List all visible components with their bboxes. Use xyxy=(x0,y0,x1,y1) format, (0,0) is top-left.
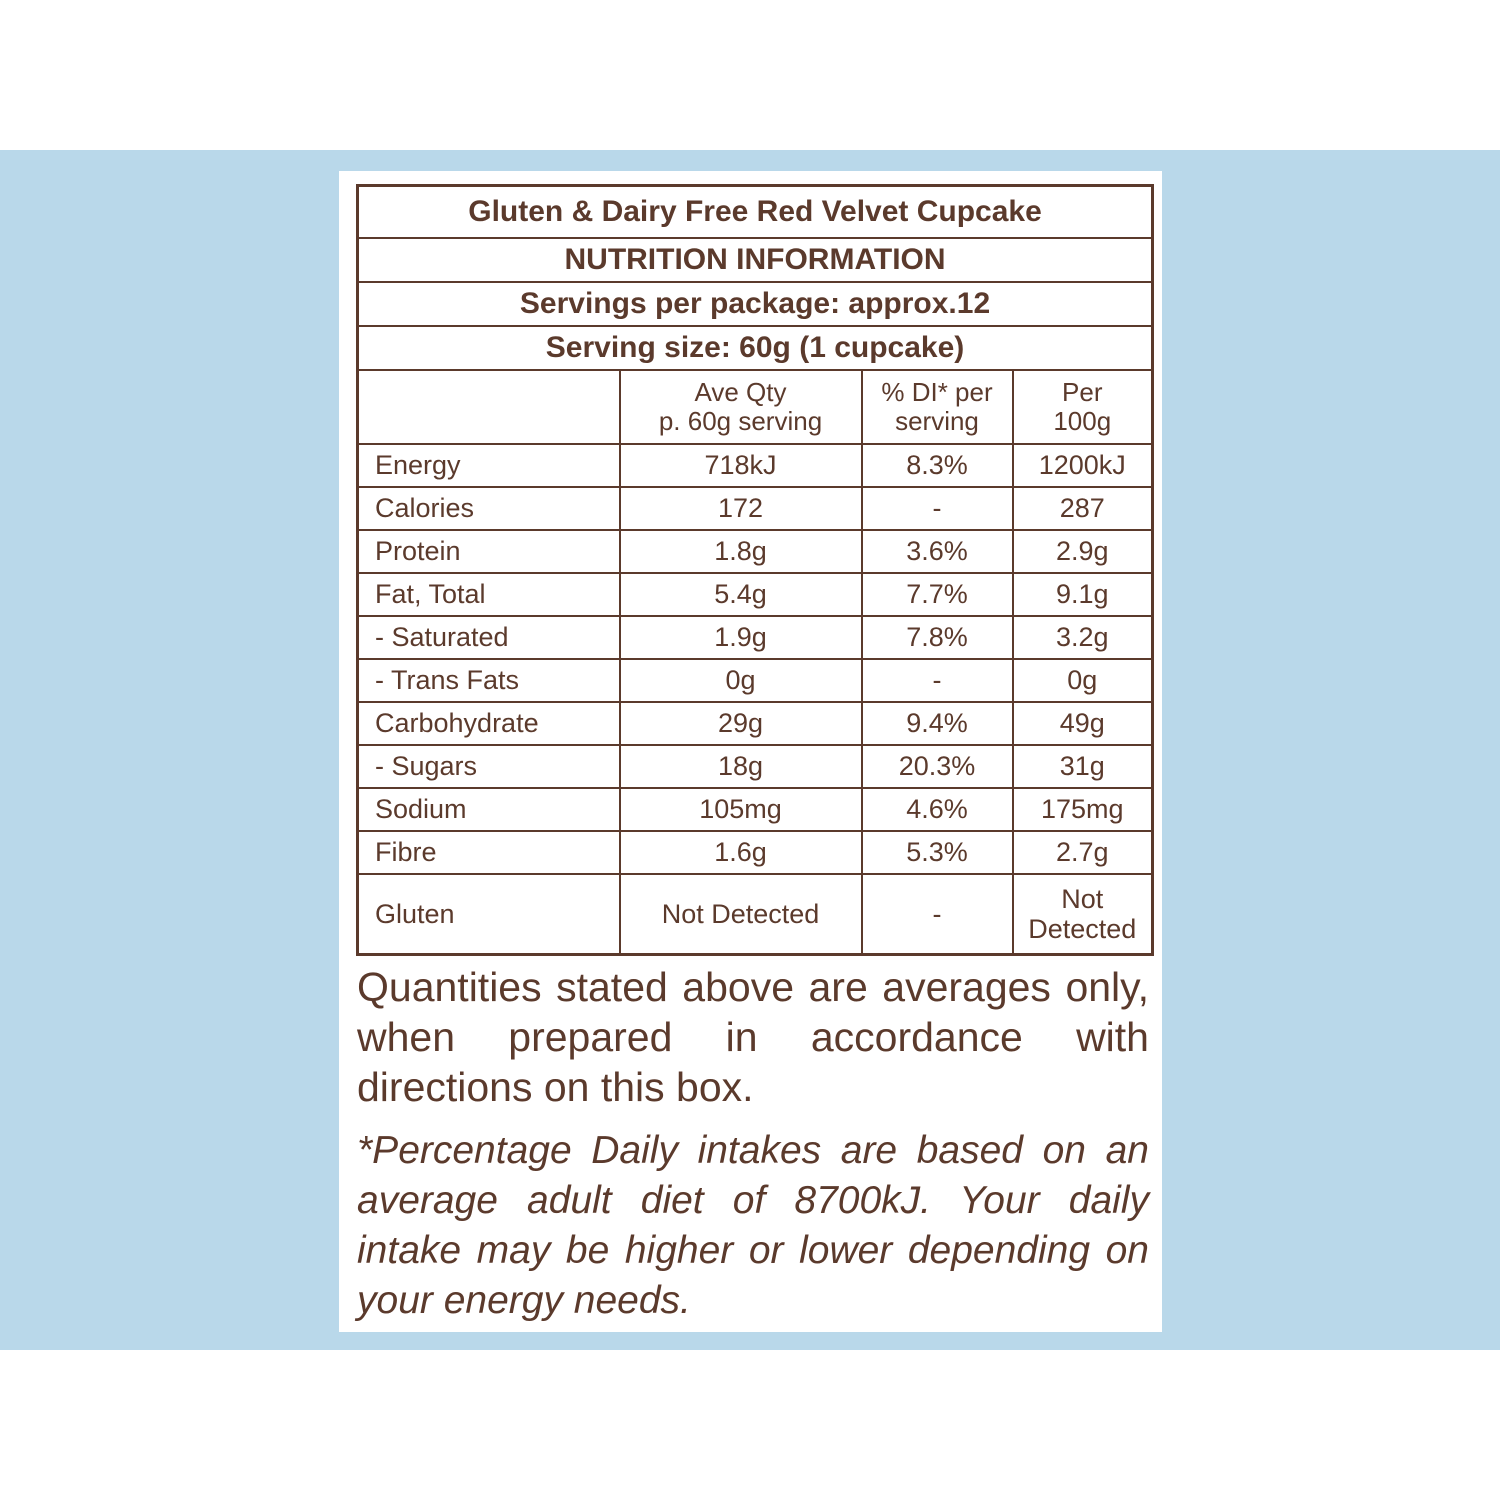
di-line2: serving xyxy=(895,406,979,436)
per-100g-value: 49g xyxy=(1013,702,1153,745)
di-value: 3.6% xyxy=(862,530,1013,573)
nutrient-name: Fibre xyxy=(358,831,620,874)
column-header-ave-qty xyxy=(620,370,862,444)
table-row xyxy=(358,702,1153,745)
per-100g-value: 2.9g xyxy=(1013,530,1153,573)
heading-row xyxy=(358,238,1153,282)
table-row xyxy=(358,659,1153,702)
per100-line2: 100g xyxy=(1053,406,1112,436)
product-title: Gluten & Dairy Free Red Velvet Cupcake xyxy=(358,186,1153,239)
per-100g-value: 1200kJ xyxy=(1013,444,1153,487)
nutrient-name: Calories xyxy=(358,487,620,530)
di-value: - xyxy=(862,659,1013,702)
column-header-nutrient xyxy=(358,370,620,444)
nutrient-name: Protein xyxy=(358,530,620,573)
nutrient-name: - Saturated xyxy=(358,616,620,659)
table-row xyxy=(358,573,1153,616)
di-line1: % DI* per xyxy=(881,377,993,408)
ave-qty-line1: Ave Qty xyxy=(694,377,787,408)
table-row xyxy=(358,616,1153,659)
ave-qty-value: 105mg xyxy=(620,788,862,831)
per100-line1: Per xyxy=(1062,377,1103,408)
table-row xyxy=(358,745,1153,788)
di-value: 7.7% xyxy=(862,573,1013,616)
nutrient-name: Gluten xyxy=(358,874,620,955)
title-row xyxy=(358,186,1153,239)
ave-qty-value: 718kJ xyxy=(620,444,862,487)
per-100g-line2: Detected xyxy=(1028,914,1137,944)
di-value: 4.6% xyxy=(862,788,1013,831)
ave-qty-value: 5.4g xyxy=(620,573,862,616)
nutrient-name: Sodium xyxy=(358,788,620,831)
di-value: 9.4% xyxy=(862,702,1013,745)
per-100g-value: 0g xyxy=(1013,659,1153,702)
serving-size-row xyxy=(358,326,1153,370)
table-row xyxy=(358,874,1153,955)
nutrient-name: Fat, Total xyxy=(358,573,620,616)
ave-qty-value: 29g xyxy=(620,702,862,745)
ave-qty-value: 1.9g xyxy=(620,616,862,659)
table-row xyxy=(358,788,1153,831)
ave-qty-value: 1.8g xyxy=(620,530,862,573)
column-header-per-100g xyxy=(1013,370,1153,444)
table-row xyxy=(358,831,1153,874)
table-row xyxy=(358,487,1153,530)
per-100g-value: 9.1g xyxy=(1013,573,1153,616)
di-value: 8.3% xyxy=(862,444,1013,487)
di-value: 20.3% xyxy=(862,745,1013,788)
column-header-di xyxy=(862,370,1013,444)
per-100g-value xyxy=(1013,874,1153,955)
servings-row xyxy=(358,282,1153,326)
ave-qty-line2: p. 60g serving xyxy=(658,406,823,436)
nutrient-name: Carbohydrate xyxy=(358,702,620,745)
nutrient-name: - Sugars xyxy=(358,745,620,788)
per-100g-value: 3.2g xyxy=(1013,616,1153,659)
nutrition-table xyxy=(356,184,1154,956)
di-value: - xyxy=(862,487,1013,530)
nutrition-heading: NUTRITION INFORMATION xyxy=(358,238,1153,282)
ave-qty-value: 1.6g xyxy=(620,831,862,874)
di-value: - xyxy=(862,874,1013,955)
nutrient-name: - Trans Fats xyxy=(358,659,620,702)
ave-qty-value: Not Detected xyxy=(620,874,862,955)
per-100g-value: 287 xyxy=(1013,487,1153,530)
servings-per-package: Servings per package: approx.12 xyxy=(358,282,1153,326)
per-100g-line1: Not xyxy=(1061,883,1104,914)
di-value: 7.8% xyxy=(862,616,1013,659)
daily-intake-note: *Percentage Daily intakes are based on an average adult diet of 8700kJ. Your daily intake may be higher or lower depending on your energy needs. xyxy=(357,1129,1149,1322)
table-row xyxy=(358,444,1153,487)
ave-qty-value: 18g xyxy=(620,745,862,788)
averages-note: Quantities stated above are averages only, when prepared in accordance with directions on this box. xyxy=(357,964,1149,1110)
per-100g-value: 2.7g xyxy=(1013,831,1153,874)
di-value: 5.3% xyxy=(862,831,1013,874)
column-header-row xyxy=(358,370,1153,444)
nutrient-name: Energy xyxy=(358,444,620,487)
per-100g-value: 31g xyxy=(1013,745,1153,788)
ave-qty-value: 172 xyxy=(620,487,862,530)
serving-size: Serving size: 60g (1 cupcake) xyxy=(358,326,1153,370)
per-100g-value: 175mg xyxy=(1013,788,1153,831)
ave-qty-value: 0g xyxy=(620,659,862,702)
table-row xyxy=(358,530,1153,573)
